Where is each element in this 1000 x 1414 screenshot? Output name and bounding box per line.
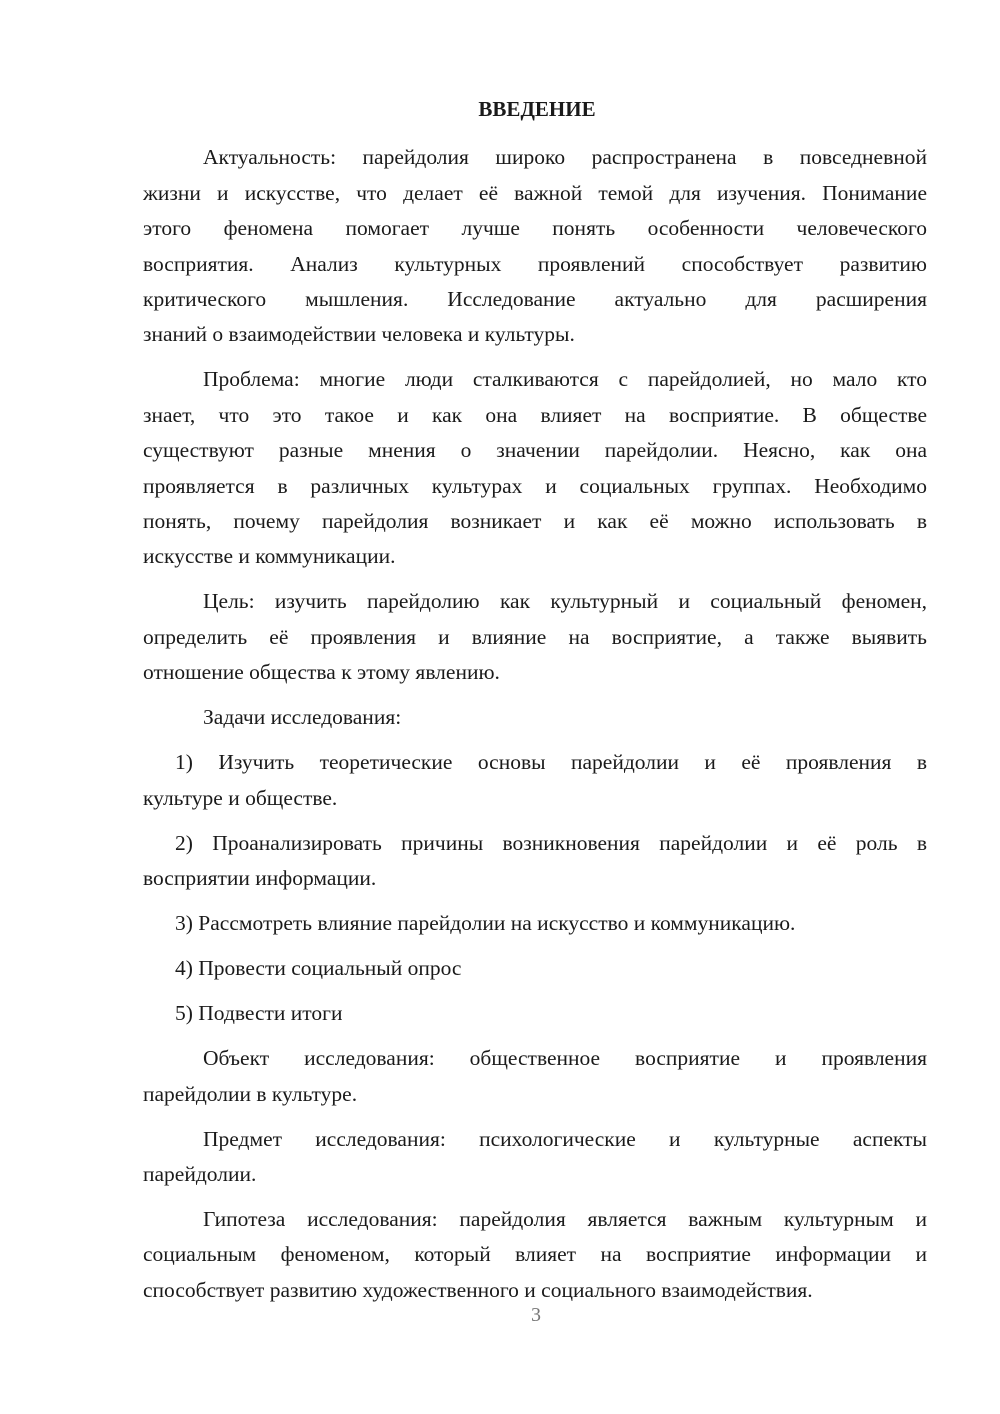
text-line: критического мышления. Исследование актуально для расширения <box>143 287 927 312</box>
text-line: 4) Провести социальный опрос <box>175 956 462 981</box>
text-line: существуют разные мнения о значении парейдолии. Неясно, как она <box>143 438 927 463</box>
document-body <box>143 140 927 1308</box>
text-line: 3) Рассмотреть влияние парейдолии на искусство и коммуникацию. <box>175 911 796 936</box>
text-line: восприятии информации. <box>143 866 377 891</box>
text-line: понять, почему парейдолия возникает и как её можно использовать в <box>143 509 927 534</box>
text-line: Гипотеза исследования: парейдолия является важным культурным и <box>203 1206 927 1231</box>
paragraph <box>143 1122 927 1193</box>
text-line: этого феномена помогает лучше понять особенности человеческого <box>143 216 927 241</box>
text-line: культуре и обществе. <box>143 785 338 810</box>
paragraph <box>143 584 927 690</box>
paragraph <box>143 1202 927 1308</box>
text-line: определить её проявления и влияние на восприятие, а также выявить <box>143 624 927 649</box>
list-item <box>143 745 927 816</box>
paragraph <box>143 362 927 574</box>
paragraph <box>143 140 927 352</box>
list-item <box>143 996 927 1031</box>
text-line: Объект исследования: общественное восприятие и проявления <box>203 1046 927 1071</box>
document-page <box>143 92 927 1318</box>
text-line: социальным феноменом, который влияет на восприятие информации и <box>143 1242 927 1267</box>
text-line: знаний о взаимодействии человека и культуры. <box>143 322 575 347</box>
text-line: 5) Подвести итоги <box>175 1001 343 1026</box>
list-item <box>143 906 927 941</box>
text-line: 1) Изучить теоретические основы парейдолии и её проявления в <box>175 750 927 775</box>
paragraph <box>143 1041 927 1112</box>
list-item <box>143 951 927 986</box>
text-line: Проблема: многие люди сталкиваются с парейдолией, но мало кто <box>203 367 927 392</box>
list-item <box>143 826 927 897</box>
text-line: 2) Проанализировать причины возникновения парейдолии и её роль в <box>175 830 927 855</box>
text-line: Актуальность: парейдолия широко распространена в повседневной <box>203 145 927 170</box>
page-number: 3 <box>531 1304 541 1326</box>
text-line: Задачи исследования: <box>203 705 402 730</box>
text-line: Цель: изучить парейдолию как культурный и социальный феномен, <box>203 589 927 614</box>
text-line: парейдолии. <box>143 1161 257 1186</box>
paragraph <box>143 700 927 735</box>
text-line: восприятия. Анализ культурных проявлений способствует развитию <box>143 251 927 276</box>
text-line: Предмет исследования: психологические и культурные аспекты <box>203 1126 927 1151</box>
text-line: парейдолии в культуре. <box>143 1081 358 1106</box>
text-line: искусстве и коммуникации. <box>143 544 396 569</box>
text-line: отношение общества к этому явлению. <box>143 660 500 685</box>
text-line: знает, что это такое и как она влияет на восприятие. В обществе <box>143 402 927 427</box>
text-line: проявляется в различных культурах и социальных группах. Необходимо <box>143 473 927 498</box>
section-title: ВВЕДЕНИЕ <box>478 97 596 121</box>
text-line: жизни и искусстве, что делает её важной темой для изучения. Понимание <box>143 180 927 205</box>
text-line: способствует развитию художественного и социального взаимодействия. <box>143 1277 813 1302</box>
